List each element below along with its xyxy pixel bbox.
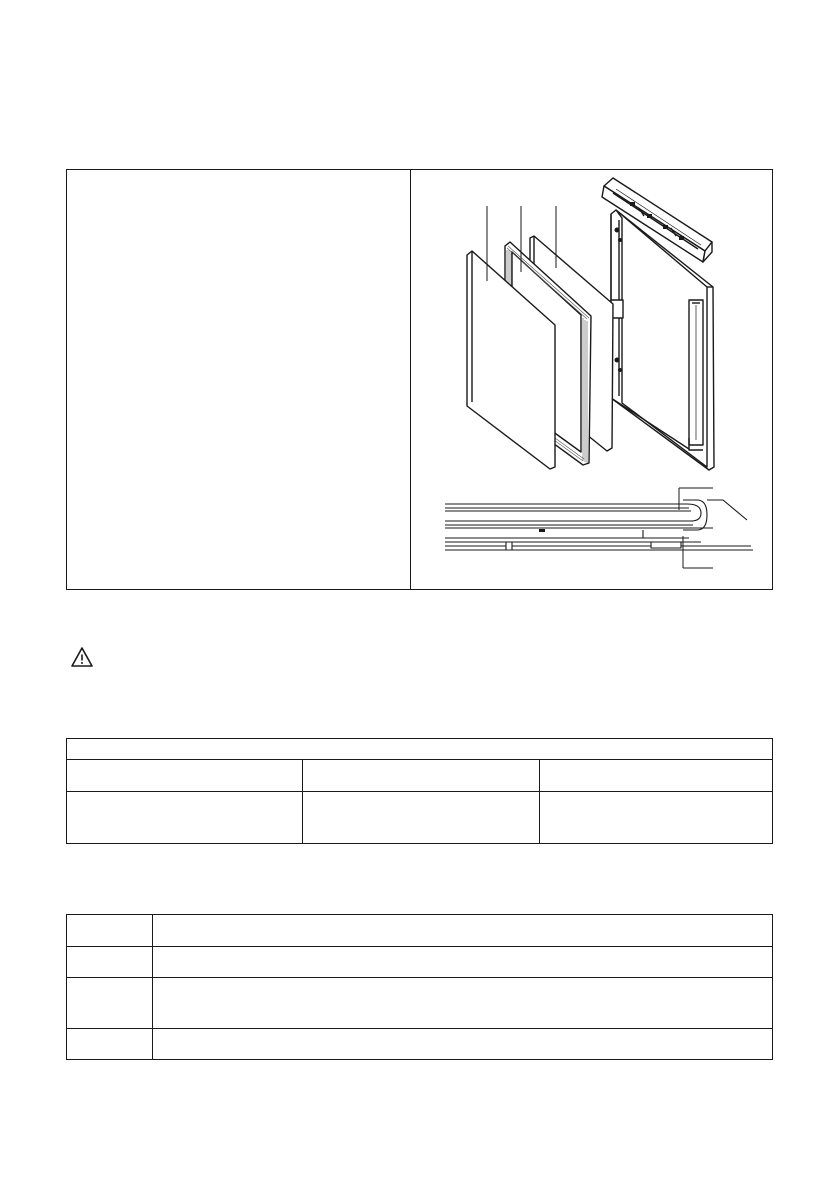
table-key-cell (67, 1029, 153, 1060)
table-value-cell (153, 978, 773, 1029)
table-key-cell (67, 915, 153, 947)
table-row (67, 760, 773, 792)
table-key-cell (67, 947, 153, 978)
oven-door-illustration (411, 170, 773, 589)
table-row (67, 915, 773, 947)
table-header-cell (67, 739, 773, 760)
table-cell (303, 760, 540, 792)
troubleshooting-table (66, 914, 773, 1060)
table-row (67, 1029, 773, 1060)
table-key-cell (67, 978, 153, 1029)
table-value-cell (153, 947, 773, 978)
table-value-cell (153, 1029, 773, 1060)
table-row (67, 978, 773, 1029)
parts-table (66, 738, 773, 844)
table-row (67, 947, 773, 978)
table-cell (67, 792, 303, 844)
table-row (67, 792, 773, 844)
warning-triangle-icon (70, 646, 94, 668)
table-cell (303, 792, 540, 844)
door-cross-section-icon (445, 488, 753, 568)
table-cell (540, 760, 773, 792)
table-cell (540, 792, 773, 844)
table-header-row (67, 739, 773, 760)
figure-description (67, 170, 410, 589)
figure-panel (66, 169, 773, 590)
table-value-cell (153, 915, 773, 947)
table-cell (67, 760, 303, 792)
